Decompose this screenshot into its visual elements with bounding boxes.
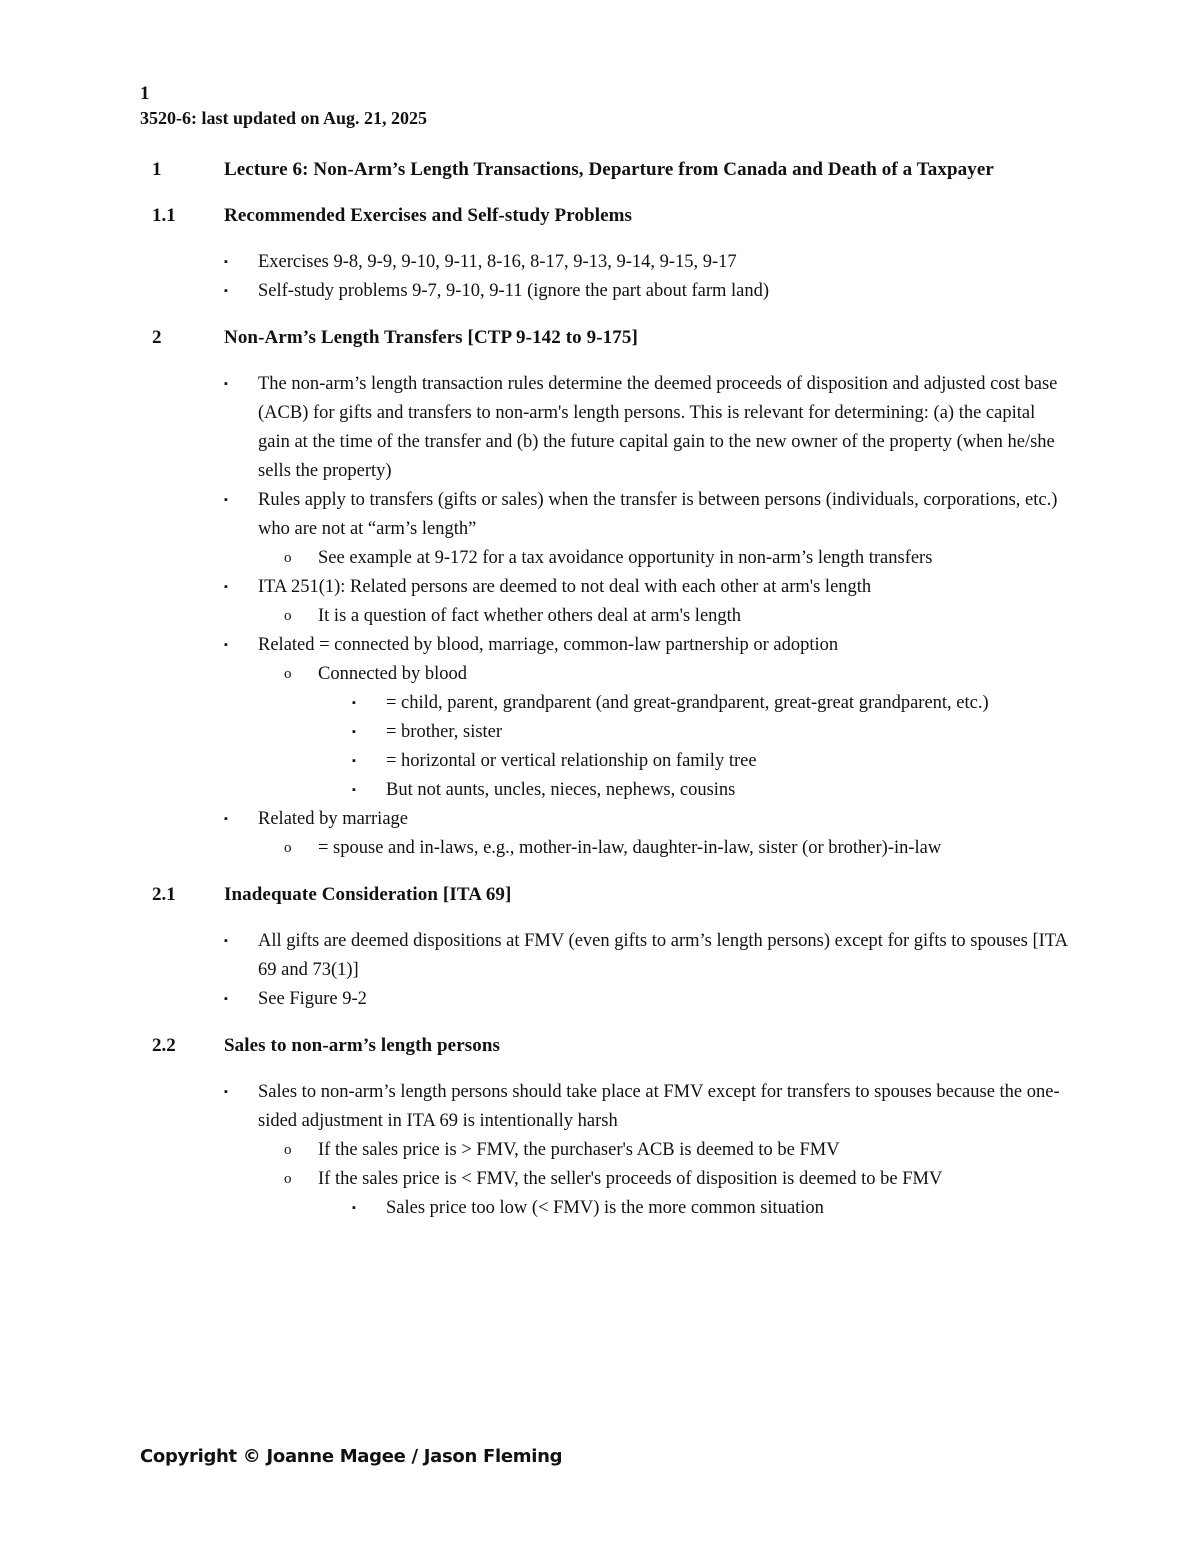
list-item: ▪ ITA 251(1): Related persons are deemed to not deal with each other at arm's length o It is a question of fact whether others deal at arm's length [224,573,1070,631]
section-heading-2-1 [152,881,1070,909]
bullet-list-2-2 [224,1078,1070,1223]
copyright-footer: Copyright © Joanne Magee / Jason Fleming [140,1446,563,1467]
sub-list-item: o Connected by blood ▪ = child, parent, grandparent (and great-grandparent, great-great grandparent, etc.) ▪ = brother, sister ▪ = horizontal or vertical relationship on family tree ▪ But not aunts, uncles, nieces, nephews, cousins [282,660,1070,805]
circle-bullet-icon: o [284,1171,292,1187]
section-title: Recommended Exercises and Self-study Problems [224,205,633,226]
square-bullet-icon: ▪ [224,935,228,947]
square-bullet-icon: ▪ [352,755,356,767]
square-bullet-icon: ▪ [224,1086,228,1098]
section-title: Non-Arm’s Length Transfers [CTP 9-142 to 9-175] [224,327,638,348]
section-number: 2.1 [152,884,176,905]
bullet-list-2-1 [224,927,1070,1014]
sub-sub-list-item: ▪ Sales price too low (< FMV) is the more common situation [352,1194,1070,1223]
document-version-line: 3520-6: last updated on Aug. 21, 2025 [140,108,428,128]
list-item: ▪ See Figure 9-2 [224,985,1070,1014]
square-bullet-icon: ▪ [224,256,228,268]
list-item: ▪ Exercises 9-8, 9-9, 9-10, 9-11, 8-16, 8-17, 9-13, 9-14, 9-15, 9-17 [224,248,1070,277]
section-title: Lecture 6: Non-Arm’s Length Transactions, Departure from Canada and Death of a Taxpayer [224,159,994,180]
circle-bullet-icon: o [284,550,292,566]
square-bullet-icon: ▪ [224,285,228,297]
circle-bullet-icon: o [284,840,292,856]
circle-bullet-icon: o [284,1142,292,1158]
sub-sub-list-item: ▪ = child, parent, grandparent (and great-grandparent, great-great grandparent, etc.) [352,689,1070,718]
list-item: ▪ Related = connected by blood, marriage, common-law partnership or adoption o Connected by blood ▪ = child, parent, grandparent (and great-grandparent, great-great grandparent, etc.) ▪ = brother, sister ▪ = horizontal or vertical relationship on family tree ▪ But not aunts, uncles, nieces, nephews, cousins [224,631,1070,805]
square-bullet-icon: ▪ [224,993,228,1005]
page-number: 1 [140,83,150,104]
sub-list-item: o It is a question of fact whether others deal at arm's length [282,602,1070,631]
section-number: 2.2 [152,1035,176,1056]
square-bullet-icon: ▪ [224,813,228,825]
bullet-list-2 [224,370,1070,863]
sub-list-item: o If the sales price is < FMV, the seller's proceeds of disposition is deemed to be FMV ▪ Sales price too low (< FMV) is the more common situation [282,1165,1070,1223]
square-bullet-icon: ▪ [352,1202,356,1214]
square-bullet-icon: ▪ [352,726,356,738]
square-bullet-icon: ▪ [352,784,356,796]
circle-bullet-icon: o [284,666,292,682]
list-item: ▪ The non-arm’s length transaction rules determine the deemed proceeds of disposition and adjusted cost base (ACB) for gifts and transfers to non-arm's length persons. This is relevant for determining: (a) the capital gain at the time of the transfer and (b) the future capital gain to the new owner of the property (when he/she sells the property) [224,370,1070,486]
square-bullet-icon: ▪ [352,697,356,709]
sub-sub-list-item: ▪ = brother, sister [352,718,1070,747]
section-number: 1 [152,159,162,180]
square-bullet-icon: ▪ [224,581,228,593]
document-page [140,82,1070,1241]
sub-list-item: o See example at 9-172 for a tax avoidance opportunity in non-arm’s length transfers [282,544,1070,573]
sub-list-item: o = spouse and in-laws, e.g., mother-in-law, daughter-in-law, sister (or brother)-in-law [282,834,1070,863]
list-item: ▪ Rules apply to transfers (gifts or sales) when the transfer is between persons (individuals, corporations, etc.) who are not at “arm’s length” o See example at 9-172 for a tax avoidance opportunity in non-arm’s length transfers [224,486,1070,573]
list-item: ▪ Related by marriage o = spouse and in-laws, e.g., mother-in-law, daughter-in-law, sister (or brother)-in-law [224,805,1070,863]
square-bullet-icon: ▪ [224,494,228,506]
circle-bullet-icon: o [284,608,292,624]
sub-list-item: o If the sales price is > FMV, the purchaser's ACB is deemed to be FMV [282,1136,1070,1165]
section-heading-2-2 [152,1032,1070,1060]
bullet-list-1-1 [224,248,1070,306]
sub-sub-list-item: ▪ = horizontal or vertical relationship on family tree [352,747,1070,776]
list-item: ▪ All gifts are deemed dispositions at FMV (even gifts to arm’s length persons) except for gifts to spouses [ITA 69 and 73(1)] [224,927,1070,985]
list-item: ▪ Sales to non-arm’s length persons should take place at FMV except for transfers to spouses because the one-sided adjustment in ITA 69 is intentionally harsh o If the sales price is > FMV, the purchaser's ACB is deemed to be FMV o If the sales price is < FMV, the seller's proceeds of disposition is deemed to be FMV ▪ Sales price too low (< FMV) is the more common situation [224,1078,1070,1223]
section-number: 1.1 [152,205,176,226]
section-title: Inadequate Consideration [ITA 69] [224,884,512,905]
square-bullet-icon: ▪ [224,378,228,390]
list-item: ▪ Self-study problems 9-7, 9-10, 9-11 (ignore the part about farm land) [224,277,1070,306]
section-heading-1-1 [152,202,1070,230]
sub-sub-list-item: ▪ But not aunts, uncles, nieces, nephews, cousins [352,776,1070,805]
section-heading-2 [152,324,1070,352]
section-heading-1 [152,156,1070,184]
square-bullet-icon: ▪ [224,639,228,651]
section-title: Sales to non-arm’s length persons [224,1035,500,1056]
section-number: 2 [152,327,162,348]
